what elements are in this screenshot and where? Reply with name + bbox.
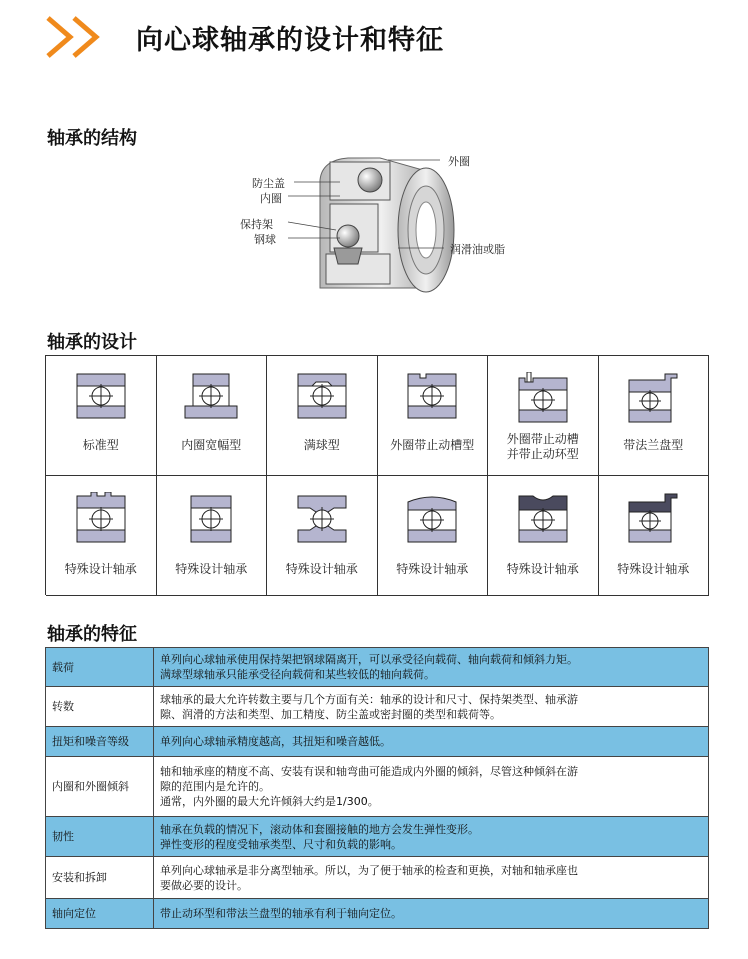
table-row [46,857,709,899]
design-cell [267,356,378,476]
design-label: 特殊设计轴承 [64,562,137,576]
design-label: 带法兰盘型 [623,438,684,452]
table-row [46,727,709,757]
design-label: 标准型 [82,438,119,452]
label-ball: 钢球 [254,233,276,246]
table-row [46,899,709,929]
design-cell [488,356,599,476]
bearing-section-icon [294,372,350,420]
bearing-section-icon [183,372,239,420]
feature-key: 轴向定位 [46,899,154,929]
feature-value: 轴承在负载的情况下，滚动体和套圈接触的地方会发生弹性变形。 弹性变形的程度受轴承类型、尺寸和负载的影响。 [154,817,709,857]
design-heading: 轴承的设计 [47,332,137,353]
table-row [46,817,709,857]
design-cell [46,476,157,596]
bearing-section-icon [515,492,571,544]
design-cell [378,476,489,596]
design-label: 外圈带止动槽 并带止动环型 [506,432,579,461]
design-label: 特殊设计轴承 [175,562,248,576]
design-label: 外圈带止动槽型 [390,438,475,452]
table-row [46,687,709,727]
bearing-section-icon [73,372,129,420]
bearing-cutaway-icon [230,140,530,320]
double-chevron-icon [44,14,122,60]
bearing-section-icon [515,372,571,424]
bearing-section-icon [73,492,129,544]
design-cell [46,356,157,476]
design-cell [267,476,378,596]
feature-key: 载荷 [46,648,154,687]
design-cell [599,356,710,476]
design-grid [45,355,709,595]
design-label: 特殊设计轴承 [396,562,469,576]
design-label: 特殊设计轴承 [285,562,358,576]
design-cell [378,356,489,476]
feature-key: 韧性 [46,817,154,857]
feature-key: 内圈和外圈倾斜 [46,757,154,817]
design-cell [599,476,710,596]
label-shield: 防尘盖 [252,177,285,190]
bearing-section-icon [404,372,460,420]
bearing-section-icon [294,492,350,544]
structure-heading: 轴承的结构 [47,128,137,149]
features-heading: 轴承的特征 [47,624,137,645]
feature-value: 球轴承的最大允许转数主要与几个方面有关：轴承的设计和尺寸、保持架类型、轴承游 隙、润滑的方法和类型、加工精度、防尘盖或密封圈的类型和载荷等。 [154,687,709,727]
design-cell [157,476,268,596]
features-table [45,647,709,929]
table-row [46,757,709,817]
feature-value: 带止动环型和带法兰盘型的轴承有利于轴向定位。 [154,899,709,929]
design-label: 内圈宽幅型 [181,438,242,452]
feature-key: 扭矩和噪音等级 [46,727,154,757]
table-row [46,648,709,687]
label-inner-ring: 内圈 [260,192,282,205]
feature-key: 转数 [46,687,154,727]
label-outer-ring: 外圈 [448,155,470,168]
feature-value: 单列向心球轴承是非分离型轴承。所以，为了便于轴承的检查和更换，对轴和轴承座也 要做必要的设计。 [154,857,709,899]
feature-value: 轴和轴承座的精度不高、安装有误和轴弯曲可能造成内外圈的倾斜，尽管这种倾斜在游 隙的范围内是允许的。 通常，内外圈的最大允许倾斜大约是1/300。 [154,757,709,817]
design-label: 特殊设计轴承 [617,562,690,576]
design-cell [157,356,268,476]
design-label: 满球型 [303,438,340,452]
design-label: 特殊设计轴承 [506,562,579,576]
label-grease: 润滑油或脂 [450,243,505,256]
title-bar [44,8,444,66]
bearing-section-icon [404,492,460,544]
label-cage: 保持架 [240,218,273,231]
feature-key: 安装和拆卸 [46,857,154,899]
bearing-section-icon [625,492,681,544]
design-cell [488,476,599,596]
bearing-section-icon [183,492,239,544]
page-title: 向心球轴承的设计和特征 [136,24,444,56]
feature-value: 单列向心球轴承使用保持架把钢球隔离开，可以承受径向载荷、轴向载荷和倾斜力矩。 满球型球轴承只能承受径向载荷和某些较低的轴向载荷。 [154,648,709,687]
bearing-section-icon [625,372,681,424]
feature-value: 单列向心球轴承精度越高，其扭矩和噪音越低。 [154,727,709,757]
bearing-structure-figure [230,140,530,320]
